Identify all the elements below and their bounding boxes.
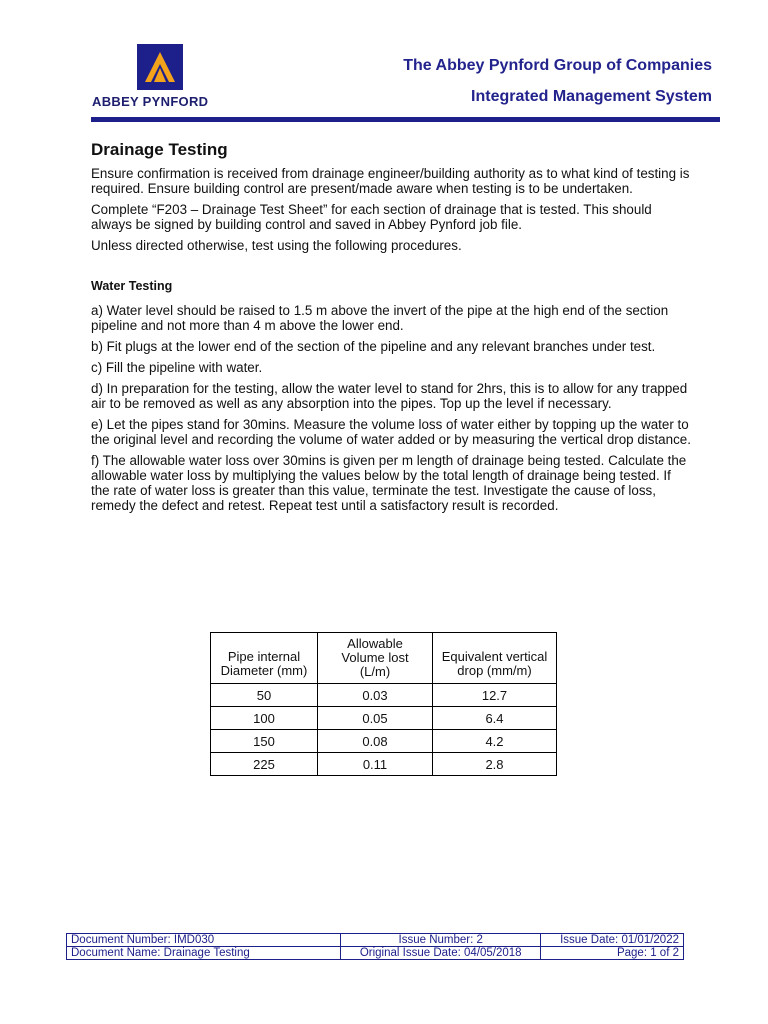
table-cell: 12.7 <box>433 684 557 707</box>
intro-paragraph: Ensure confirmation is received from drainage engineer/building authority as to what kind of testing is required. Ensure building control are present/made aware when testing is to be undertaken. <box>91 166 690 196</box>
intro-paragraph: Unless directed otherwise, test using the following procedures. <box>91 238 462 253</box>
table-cell: 50 <box>211 684 318 707</box>
logo-text: ABBEY PYNFORD <box>92 94 209 109</box>
table-cell: 0.03 <box>318 684 433 707</box>
abbey-pynford-logo-icon <box>137 44 183 90</box>
procedure-step: a) Water level should be raised to 1.5 m above the invert of the pipe at the high end of the section pipeline and not more than 4 m above the lower end. <box>91 303 669 333</box>
table-cell: 100 <box>211 707 318 730</box>
footer-doc-number: Document Number: IMD030 <box>67 934 341 947</box>
intro-paragraph: Complete “F203 – Drainage Test Sheet” for each section of drainage that is tested. This should always be signed by building control and saved in Abbey Pynford job file. <box>91 202 652 232</box>
table-cell: 0.05 <box>318 707 433 730</box>
table-cell: 4.2 <box>433 730 557 753</box>
document-footer <box>66 933 684 960</box>
table-row <box>211 753 557 776</box>
system-name: Integrated Management System <box>471 88 712 105</box>
procedure-step: c) Fill the pipeline with water. <box>91 360 263 375</box>
footer-row <box>67 947 684 960</box>
procedure-step: b) Fit plugs at the lower end of the section of the pipeline and any relevant branches under test. <box>91 339 656 354</box>
section-heading: Water Testing <box>91 279 173 293</box>
footer-row <box>67 934 684 947</box>
table-header-cell: Pipe internal Diameter (mm) <box>211 633 318 684</box>
footer-issue-date: Issue Date: 01/01/2022 <box>541 934 684 947</box>
water-loss-table <box>210 632 557 776</box>
company-name: The Abbey Pynford Group of Companies <box>403 57 712 74</box>
table-cell: 225 <box>211 753 318 776</box>
document-body <box>91 140 691 519</box>
header-divider <box>91 117 720 122</box>
table-cell: 150 <box>211 730 318 753</box>
table-cell: 0.11 <box>318 753 433 776</box>
company-logo <box>92 44 232 112</box>
table-row <box>211 707 557 730</box>
footer-page-number: Page: 1 of 2 <box>541 947 684 960</box>
table-header-row <box>211 633 557 684</box>
footer-issue-number: Issue Number: 2 <box>341 934 541 947</box>
table-cell: 6.4 <box>433 707 557 730</box>
procedure-step: d) In preparation for the testing, allow the water level to stand for 2hrs, this is to allow for any trapped air to be removed as well as any absorption into the pipes. Top up the level if necessary. <box>91 381 688 411</box>
table-cell: 0.08 <box>318 730 433 753</box>
procedure-step: f) The allowable water loss over 30mins is given per m length of drainage being tested. Calculate the allowable water loss by multiplying the values below by the total length of drainage being tested. If the rate of water loss is greater than this value, terminate the test. Investigate the cause of loss, remedy the defect and retest. Repeat test until a satisfactory result is recorded. <box>91 453 687 513</box>
table-header-cell: Allowable Volume lost (L/m) <box>318 633 433 684</box>
page-title: Drainage Testing <box>91 140 228 159</box>
table-row <box>211 684 557 707</box>
table-row <box>211 730 557 753</box>
footer-doc-name: Document Name: Drainage Testing <box>67 947 341 960</box>
footer-original-issue-date: Original Issue Date: 04/05/2018 <box>341 947 541 960</box>
procedure-step: e) Let the pipes stand for 30mins. Measure the volume loss of water either by topping up the water to the original level and recording the volume of water added or by measuring the vertical drop distance. <box>91 417 691 447</box>
table-cell: 2.8 <box>433 753 557 776</box>
table-header-cell: Equivalent vertical drop (mm/m) <box>433 633 557 684</box>
